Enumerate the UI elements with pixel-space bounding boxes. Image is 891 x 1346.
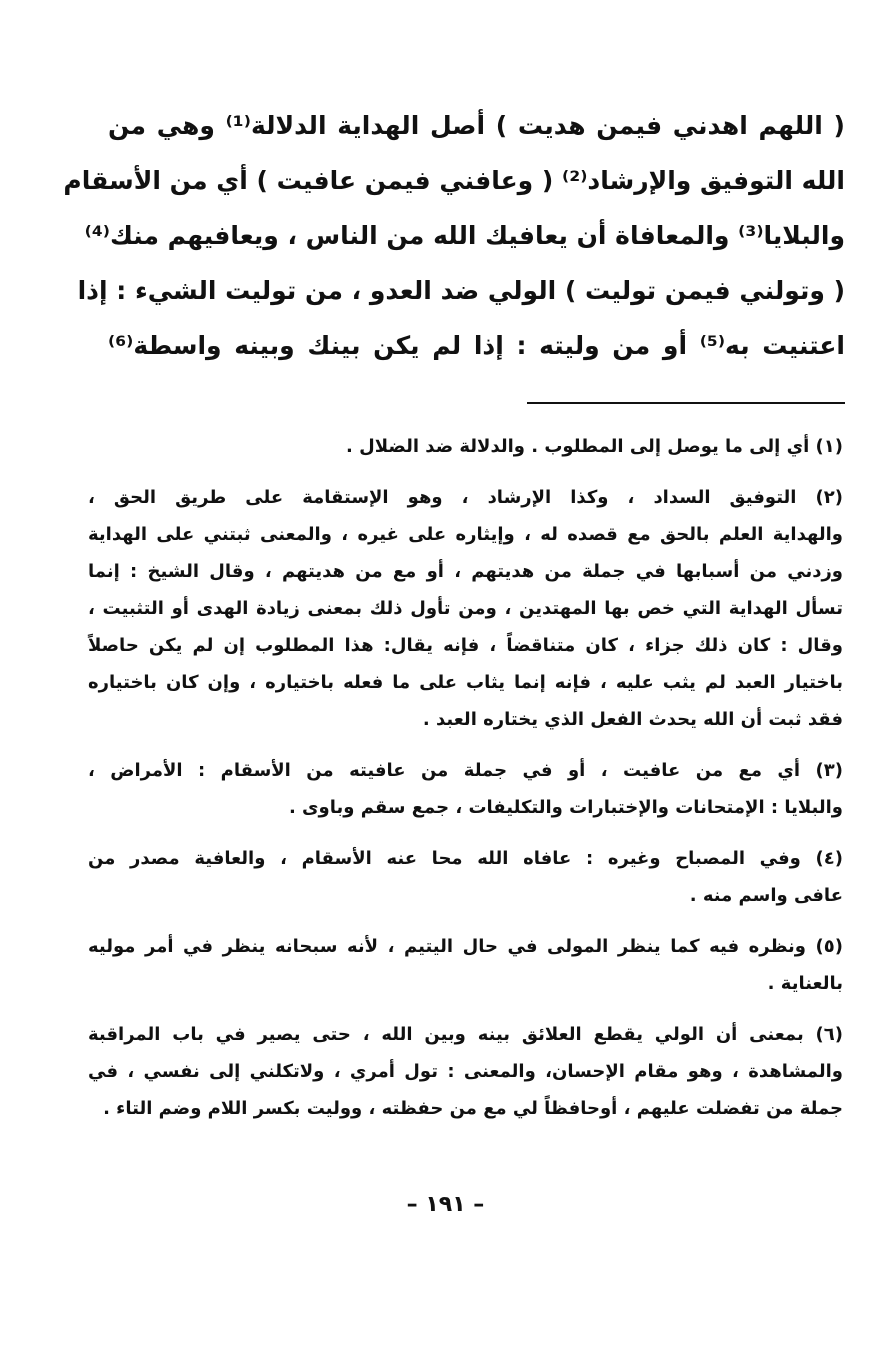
main-text-line: ( وتولني فيمن توليت ) الولي ضد العدو ، من توليت الشيء : إذا	[77, 276, 845, 305]
footnote-2	[88, 479, 843, 738]
footnote-line: باختيار العبد لم يثب عليه ، فإنه إنما يثاب على ما فعله باختياره ، وإن كان باختياره	[88, 672, 843, 693]
footnote-line: (٢) التوفيق السداد ، وكذا الإرشاد ، وهو الإستقامة على طريق الحق ،	[88, 487, 843, 508]
main-text-line: اعتنيت به⁽⁵⁾ أو من وليته : إذا لم يكن بينك وبينه واسطة⁽⁶⁾	[108, 331, 845, 360]
footnote-4	[88, 840, 843, 914]
footnote-3	[88, 752, 843, 826]
footnote-line: (٥) ونظره فيه كما ينظر المولى في حال اليتيم ، لأنه سبحانه ينظر في أمر موليه	[88, 936, 843, 957]
main-text-line: ( اللهم اهدني فيمن هديت ) أصل الهداية الدلالة⁽¹⁾ وهي من	[108, 111, 845, 140]
main-text-line: الله التوفيق والإرشاد⁽²⁾ ( وعافني فيمن عافيت ) أي من الأسقام	[63, 166, 845, 195]
footnote-line: (٦) بمعنى أن الولي يقطع العلائق بينه وبين الله ، حتى يصير في باب المراقبة	[88, 1024, 843, 1045]
main-text	[63, 98, 845, 373]
footnote-divider	[527, 402, 845, 404]
footnote-1	[88, 428, 843, 465]
footnote-line: والهداية العلم بالحق مع قصده له ، وإيثاره على غيره ، والمعنى ثبتني على الهداية	[88, 524, 843, 545]
footnote-line: وقال : كان ذلك جزاء ، كان متناقضاً ، فإنه يقال: هذا المطلوب إن لم يكن حاصلاً	[88, 635, 843, 656]
footnote-line: والبلايا : الإمتحانات والإختبارات والتكليفات ، جمع سقم وباوى .	[288, 797, 843, 818]
footnote-line: عافى واسم منه .	[689, 885, 843, 906]
footnote-line: (٣) أي مع من عافيت ، أو في جملة من عافيته من الأسقام : الأمراض ،	[88, 760, 843, 781]
footnote-5	[88, 928, 843, 1002]
footnote-6	[88, 1016, 843, 1127]
footnote-line: (١) أي إلى ما يوصل إلى المطلوب . والدلالة ضد الضلال .	[345, 436, 843, 457]
footnotes-section	[88, 428, 843, 1141]
footnote-line: بالعناية .	[767, 973, 843, 994]
main-text-line: والبلايا⁽³⁾ والمعافاة أن يعافيك الله من الناس ، ويعافيهم منك⁽⁴⁾	[84, 221, 845, 250]
footnote-line: تسأل الهداية التي خص بها المهتدين ، ومن تأول ذلك بمعنى زيادة الهدى أو التثبيت ،	[88, 598, 843, 619]
footnote-line: (٤) وفي المصباح وغيره : عافاه الله محا عنه الأسقام ، والعافية مصدر من	[88, 848, 843, 869]
page-number: – ١٩١ –	[406, 1192, 485, 1217]
footnote-line: والمشاهدة ، وهو مقام الإحسان، والمعنى : تول أمري ، ولاتكلني إلى نفسي ، في	[88, 1061, 843, 1082]
footnote-line: وزدني من أسبابها في جملة من هديتهم ، أو مع من هديتهم ، وقال الشيخ : إنما	[88, 561, 843, 582]
footnote-line: جملة من تفضلت عليهم ، أوحافظاً لي مع من حفظته ، ووليت بكسر اللام وضم التاء .	[103, 1098, 843, 1119]
footnote-line: فقد ثبت أن الله يحدث الفعل الذي يختاره العبد .	[422, 709, 843, 730]
